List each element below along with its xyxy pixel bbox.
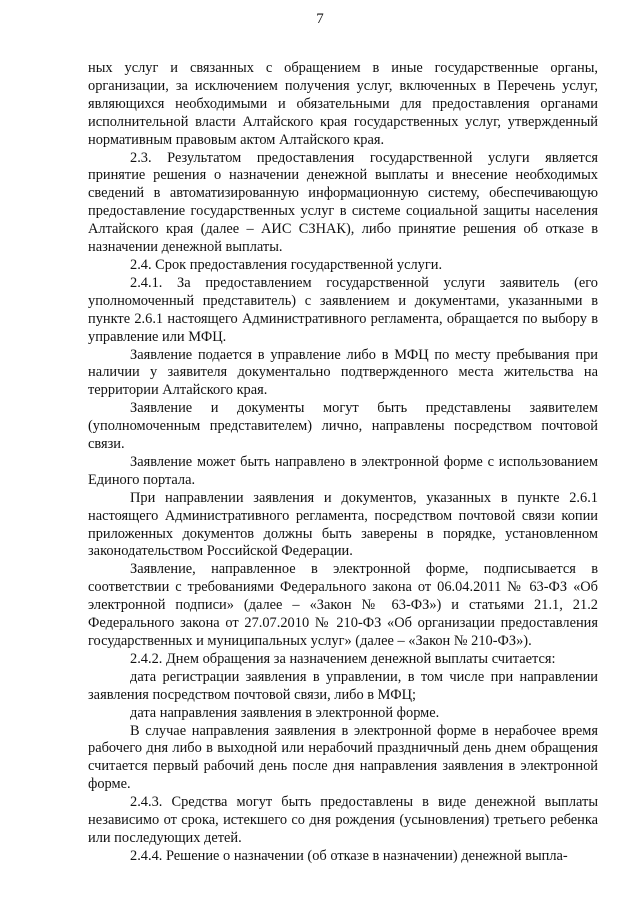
paragraph-9: Заявление, направленное в электронной форме, подписывается в соответствии с требованиями Федерального закона от 06.04.2011 № 63-ФЗ «Об электронной подписи» (далее – «Закон № 63-ФЗ») и статьями 21.1, 21.2 Федерального закона от 27.07.2010 № 210-ФЗ «Об организации предоставления государственных и муниципальных услуг» (далее – «Закон № 210-ФЗ»). <box>88 561 598 649</box>
paragraph-10: 2.4.2. Днем обращения за назначением денежной выплаты считается: <box>130 650 556 667</box>
paragraph-13: В случае направления заявления в электронной форме в нерабочее время рабочего дня либо в выходной или нерабочий праздничный день днем обращения считается первый рабочий день после дня направления заявления в электронной форме. <box>88 722 598 793</box>
paragraph-3: 2.4. Срок предоставления государственной услуги. <box>130 256 443 273</box>
paragraph-6: Заявление и документы могут быть представлены заявителем (уполномоченным представителем) лично, направлены посредством почтовой связи. <box>88 400 598 453</box>
paragraph-1: ных услуг и связанных с обращением в иные государственные органы, организации, за исключением получения услуг, включенных в Перечень услуг, являющихся необходимыми и обязательными для предоставления органами исполнительной власти Алтайского края государственных услуг, утвержденный нормативным правовым актом Алтайского края. <box>88 60 598 148</box>
paragraph-14: 2.4.3. Средства могут быть предоставлены в виде денежной выплаты независимо от срока, истекшего со дня рождения (усыновления) третьего ребенка или последующих детей. <box>88 794 598 846</box>
paragraph-4: 2.4.1. За предоставлением государственной услуги заявитель (его уполномоченный представитель) с заявлением и документами, указанными в пункте 2.6.1 настоящего Административного регламента, обращается по выбору в управление или МФЦ. <box>88 274 598 345</box>
page-number: 7 <box>316 11 324 27</box>
paragraph-2: 2.3. Результатом предоставления государственной услуги является принятие решения о назначении денежной выплаты и внесение необходимых сведений в автоматизированную информационную систему, обеспечивающую предоставление государственных услуг в системе социальной защиты населения Алтайского края (далее – АИС СЗНАК), либо принятие решения об отказе в назначении денежной выплаты. <box>88 149 598 256</box>
paragraph-12: дата направления заявления в электронной форме. <box>130 704 440 721</box>
body-text <box>88 60 598 866</box>
paragraph-15: 2.4.4. Решение о назначении (об отказе в назначении) денежной выпла- <box>130 847 568 864</box>
paragraph-7: Заявление может быть направлено в электронной форме с использованием Единого портала. <box>88 453 598 488</box>
paragraph-8: При направлении заявления и документов, указанных в пункте 2.6.1 настоящего Административного регламента, посредством почтовой связи копии приложенных документов должны быть заверены в порядке, установленном законодательством Российской Федерации. <box>88 489 598 560</box>
paragraph-5: Заявление подается в управление либо в МФЦ по месту пребывания при наличии у заявителя документально подтвержденного места жительства на территории Алтайского края. <box>88 346 598 399</box>
paragraph-11: дата регистрации заявления в управлении, в том числе при направлении заявления посредством почтовой связи, либо в МФЦ; <box>88 668 598 703</box>
